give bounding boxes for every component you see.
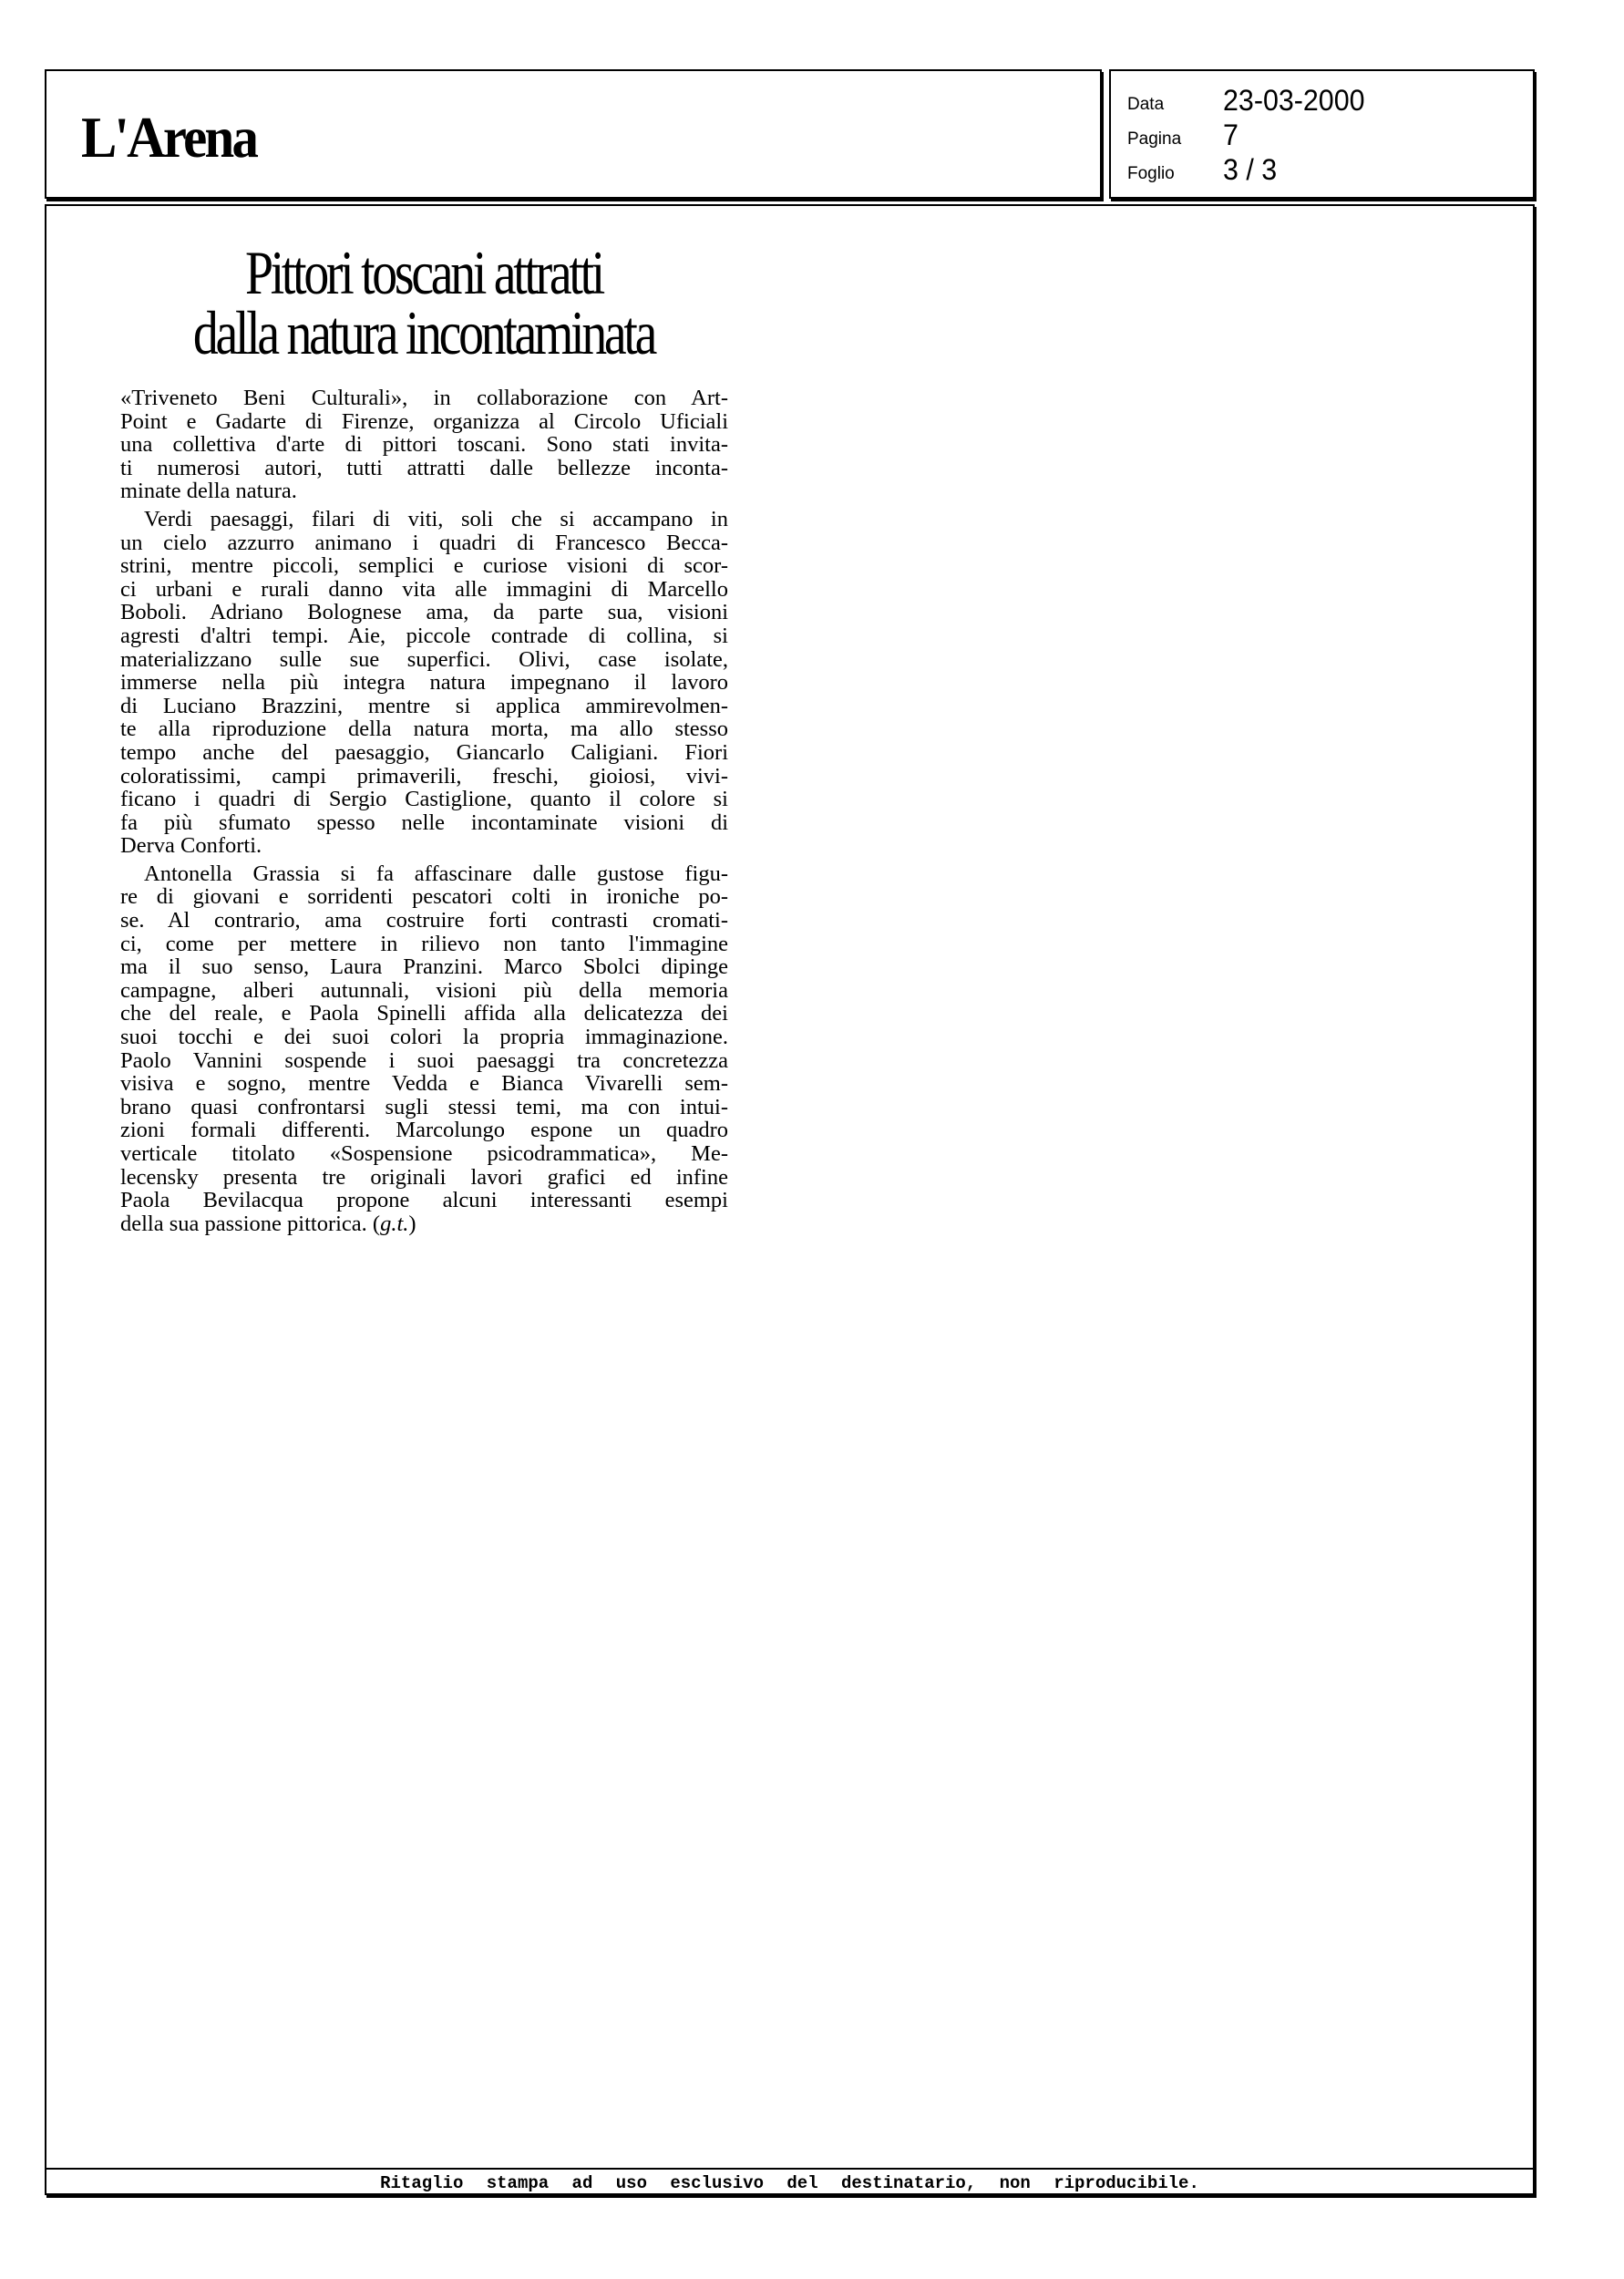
text-line: re di giovani e sorridenti pescatori colti in ironiche po- [120, 884, 728, 910]
text-line: Boboli. Adriano Bolognese ama, da parte sua, visioni [120, 600, 728, 625]
text-line: coloratissimi, campi primaverili, freschi, gioiosi, vivi- [120, 763, 728, 789]
text-line: ma il suo senso, Laura Pranzini. Marco Sbolci dipinge [120, 954, 728, 980]
meta-value: 23-03-2000 [1223, 84, 1365, 117]
text-line: materializzano sulle sue superfici. Olivi, case isolate, [120, 646, 728, 672]
text-line: agresti d'altri tempi. Aie, piccole contrade di collina, si [120, 623, 728, 648]
text-line: ti numerosi autori, tutti attratti dalle bellezze inconta- [120, 455, 728, 480]
text-line: ficano i quadri di Sergio Castiglione, quanto il colore si [120, 787, 728, 812]
text-line: se. Al contrario, ama costruire forti contrasti cromati- [120, 908, 728, 933]
text-line: tempo anche del paesaggio, Giancarlo Caligiani. Fiori [120, 739, 728, 765]
text-line: minate della natura. [120, 479, 297, 504]
text-line: te alla riproduzione della natura morta, ma allo stesso [120, 717, 728, 742]
text-line: zioni formali differenti. Marcolungo espone un quadro [120, 1118, 728, 1143]
text-line: suoi tocchi e dei suoi colori la propria immaginazione. [120, 1025, 728, 1050]
text-line: che del reale, e Paola Spinelli affida alla delicatezza dei [120, 1001, 728, 1026]
article-body [120, 387, 728, 1240]
text-line: campagne, alberi autunnali, visioni più della memoria [120, 977, 728, 1003]
meta-value: 3 / 3 [1223, 153, 1278, 186]
newspaper-header [45, 69, 1102, 199]
article-paragraph [120, 387, 728, 503]
text-line: Point e Gadarte di Firenze, organizza al Circolo Uficiali [120, 408, 728, 434]
text-line: visiva e sogno, mentre Vedda e Bianca Vivarelli sem- [120, 1071, 728, 1097]
text-line: Paolo Vannini sospende i suoi paesaggi tra concretezza [120, 1047, 728, 1073]
text-line: fa più sfumato spesso nelle incontaminate visioni di [120, 810, 728, 835]
article-title [119, 238, 728, 367]
text-line: verticale titolato «Sospensione psicodrammatica», Me- [120, 1141, 728, 1166]
newspaper-logo: L'Arena [81, 105, 257, 170]
footer-divider [46, 2168, 1533, 2170]
text-line: lecensky presenta tre originali lavori grafici ed infine [120, 1164, 728, 1190]
text-line: Antonella Grassia si fa affascinare dalle gustose figu- [144, 861, 728, 886]
meta-value: 7 [1223, 119, 1239, 151]
text-line: immerse nella più integra natura impegnano il lavoro [120, 670, 728, 696]
clipping-metadata [1109, 69, 1535, 199]
author-initials: g.t. [380, 1211, 409, 1236]
meta-label: Data [1127, 95, 1165, 114]
text-line: ci, come per mettere in rilievo non tanto l'immagine [120, 931, 728, 956]
text-line: Derva Conforti. [120, 833, 262, 859]
text-line: Paola Bevilacqua propone alcuni interessanti esempi [120, 1188, 728, 1213]
text-line: «Triveneto Beni Culturali», in collaborazione con Art- [120, 386, 728, 410]
text-line: di Luciano Brazzini, mentre si applica ammirevolmen- [120, 693, 728, 718]
meta-label: Foglio [1127, 164, 1175, 183]
text-line: della sua passione pittorica. (g.t.) [120, 1211, 416, 1236]
footer-notice: Ritaglio stampa ad uso esclusivo del destinatario, non riproducibile. [380, 2173, 1199, 2193]
text-line: Verdi paesaggi, filari di viti, soli che si accampano in [144, 506, 728, 531]
text-line: un cielo azzurro animano i quadri di Francesco Becca- [120, 530, 728, 555]
article-clipping [45, 204, 1535, 2195]
title-line: Pittori toscani attratti [244, 238, 603, 307]
text-line: una collettiva d'arte di pittori toscani. Sono stati invita- [120, 432, 728, 458]
meta-label: Pagina [1127, 129, 1182, 149]
article-paragraph [120, 508, 728, 858]
article-paragraph [120, 862, 728, 1236]
text-line: brano quasi confrontarsi sugli stessi temi, ma con intui- [120, 1094, 728, 1119]
text-line: strini, mentre piccoli, semplici e curiose visioni di scor- [120, 553, 728, 579]
text-line: ci urbani e rurali danno vita alle immagini di Marcello [120, 576, 728, 602]
title-line: dalla natura incontaminata [192, 298, 655, 367]
